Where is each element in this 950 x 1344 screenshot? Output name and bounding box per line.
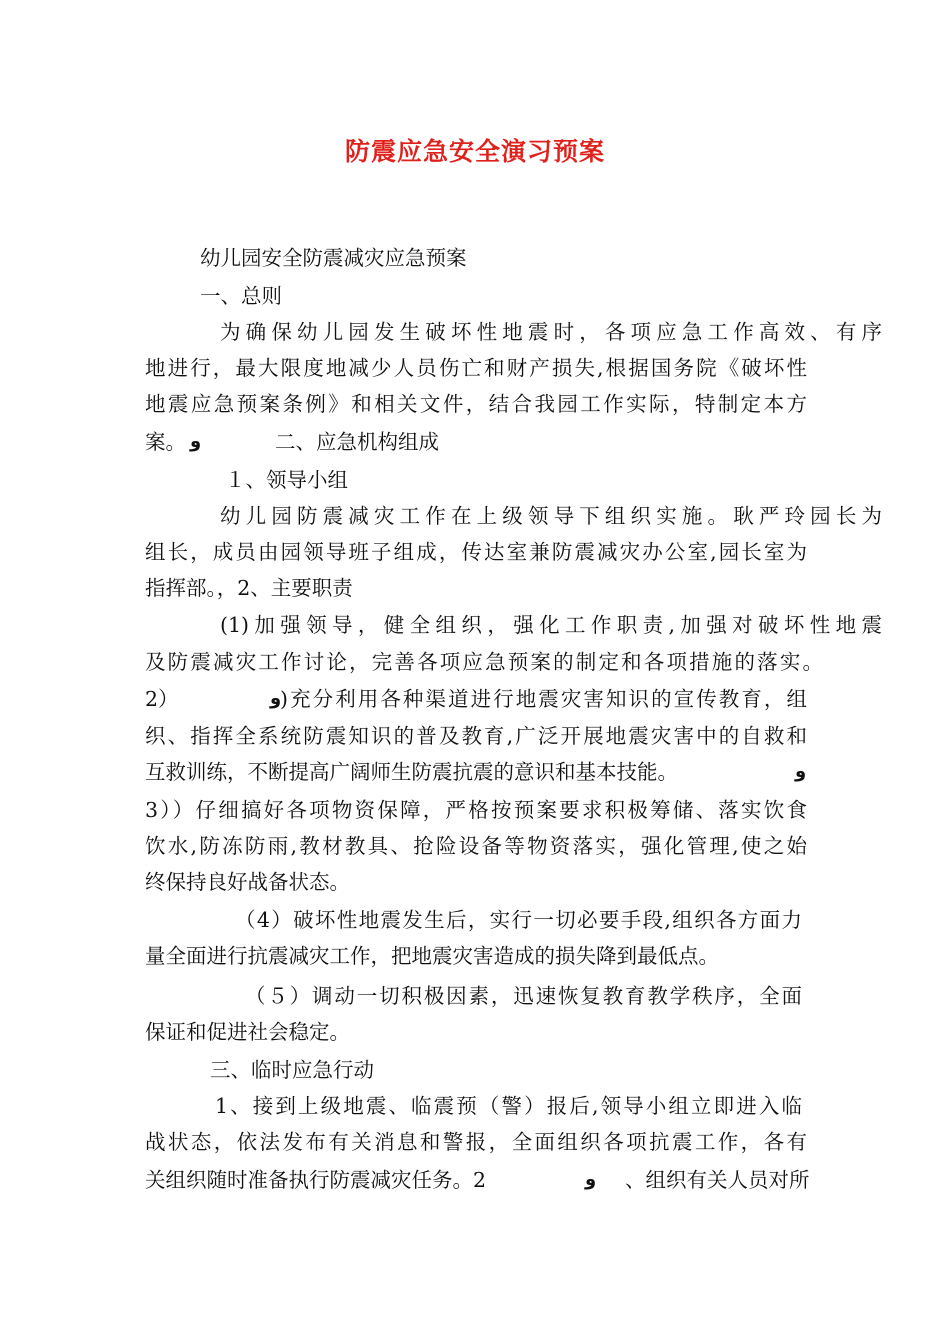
text-line: 1、接到上级地震、临震预（警）报后,领导小组立即进入临	[215, 1094, 802, 1118]
text-line: 关组织随时准备执行防震减灾任务。2	[145, 1168, 487, 1192]
text-line: １、领导小组	[225, 468, 348, 492]
text-line: 幼儿园防震减灾工作在上级领导下组织实施。耿严玲园长为	[220, 504, 882, 528]
text-line: 案。	[145, 430, 186, 454]
text-line: 组长，成员由园领导班子组成，传达室兼防震减灾办公室,园长室为	[145, 540, 807, 564]
text-line: 互救训练，不断提高广阔师生防震抗震的意识和基本技能。	[145, 760, 678, 784]
stray-mark-glyph: ﻭ	[270, 688, 282, 709]
text-line: 一、总则	[200, 284, 282, 308]
text-line: 幼儿园安全防震减灾应急预案	[200, 246, 467, 270]
text-line: 量全面进行抗震减灾工作，把地震灾害造成的损失降到最低点。	[145, 944, 719, 968]
text-line: 战状态，依法发布有关消息和警报，全面组织各项抗震工作，各有	[145, 1130, 807, 1154]
text-line: 为确保幼儿园发生破坏性地震时，各项应急工作高效、有序	[220, 320, 882, 344]
text-line: 终保持良好战备状态。	[145, 870, 350, 894]
text-line: 饮水,防冻防雨,教材教具、抢险设备等物资落实，强化管理,使之始	[145, 834, 807, 858]
text-line: 织、指挥全系统防震知识的普及教育,广泛开展地震灾害中的自救和	[145, 724, 807, 748]
text-line: (1)加强领导，健全组织，强化工作职责,加强对破坏性地震	[220, 613, 882, 637]
text-line: 3））仔细搞好各项物资保障，严格按预案要求积极筹储、落实饮食	[145, 798, 807, 822]
text-line: 二、应急机构组成	[275, 430, 439, 454]
text-line: （4）破坏性地震发生后，实行一切必要手段,组织各方面力	[235, 908, 802, 932]
text-line: 三、临时应急行动	[210, 1058, 374, 1082]
text-line: 2）	[145, 687, 179, 711]
stray-mark-glyph: ﻭ	[190, 431, 202, 452]
text-line: 、组织有关人员对所	[625, 1168, 810, 1192]
stray-mark-glyph: ﻭ	[585, 1169, 597, 1190]
text-line: )充分利用各种渠道进行地震灾害知识的宣传教育，组	[280, 687, 807, 711]
document-title: 防震应急安全演习预案	[344, 137, 605, 166]
text-line: （５）调动一切积极因素，迅速恢复教育教学秩序，全面	[245, 984, 802, 1008]
text-line: 保证和促进社会稳定。	[145, 1020, 350, 1044]
text-line: 地震应急预案条例》和相关文件，结合我园工作实际，特制定本方	[145, 392, 807, 416]
text-line: 地进行，最大限度地减少人员伤亡和财产损失,根据国务院《破坏性	[145, 356, 807, 380]
text-line: 及防震减灾工作讨论，完善各项应急预案的制定和各项措施的落实。	[145, 650, 823, 674]
stray-mark-glyph: ﻭ	[795, 761, 807, 782]
text-line: 指挥部。，2、主要职责	[145, 576, 353, 600]
